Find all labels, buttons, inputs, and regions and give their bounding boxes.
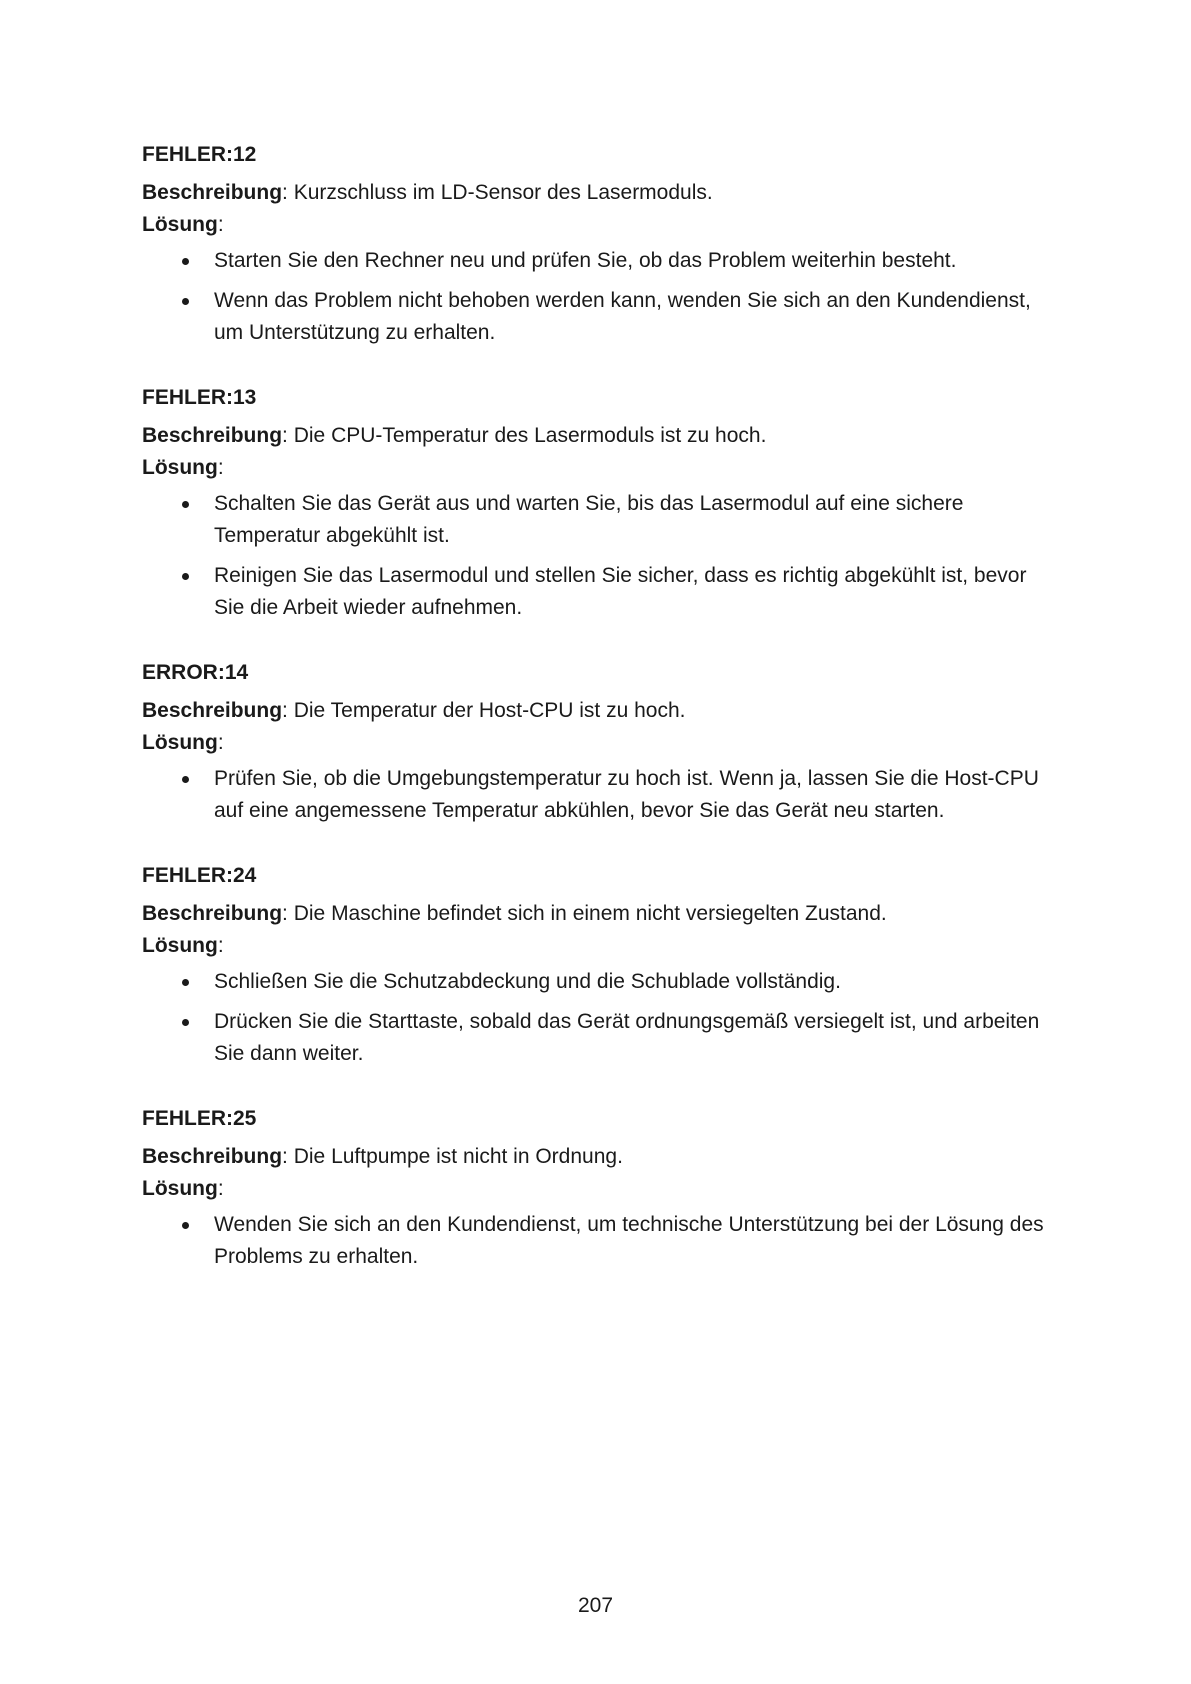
error-section	[142, 140, 1062, 349]
solution-step-text: Starten Sie den Rechner neu und prüfen Sie, ob das Problem weiterhin besteht.	[214, 249, 957, 272]
solution-step-text: Wenn das Problem nicht behoben werden kann, wenden Sie sich an den Kundendienst, um Unterstützung zu erhalten.	[214, 289, 1031, 344]
solution-label: Lösung	[142, 456, 218, 479]
bullet-icon	[182, 573, 189, 580]
solution-label: Lösung	[142, 1177, 218, 1200]
solution-list-item	[142, 1209, 1062, 1273]
description-text: Die Maschine befindet sich in einem nicht versiegelten Zustand.	[293, 902, 887, 925]
error-section	[142, 658, 1062, 827]
description-label: Beschreibung	[142, 902, 283, 925]
error-section	[142, 1104, 1062, 1273]
solution-separator: :	[217, 1177, 224, 1200]
bullet-icon	[182, 1222, 189, 1229]
description-separator: :	[282, 1145, 288, 1168]
solution-separator: :	[217, 213, 224, 236]
solution-list-item	[142, 966, 1062, 998]
bullet-icon	[182, 1019, 189, 1026]
solution-step-text: Wenden Sie sich an den Kundendienst, um technische Unterstützung bei der Lösung des Problems zu erhalten.	[214, 1213, 1044, 1268]
solution-line	[142, 930, 1062, 962]
solution-step-text: Schließen Sie die Schutzabdeckung und die Schublade vollständig.	[214, 970, 841, 993]
solution-list-item	[142, 763, 1062, 827]
description-text: Die CPU-Temperatur des Lasermoduls ist zu hoch.	[293, 424, 767, 447]
solution-list	[142, 966, 1062, 1070]
description-separator: :	[282, 699, 288, 722]
description-line	[142, 420, 1062, 452]
description-line	[142, 898, 1062, 930]
description-text: Die Temperatur der Host-CPU ist zu hoch.	[293, 699, 686, 722]
solution-separator: :	[217, 934, 224, 957]
solution-line	[142, 452, 1062, 484]
error-code-heading: ERROR:14	[142, 661, 249, 684]
solution-line	[142, 1173, 1062, 1205]
description-text: Kurzschluss im LD-Sensor des Lasermoduls.	[293, 181, 713, 204]
solution-list	[142, 245, 1062, 349]
bullet-icon	[182, 501, 189, 508]
description-label: Beschreibung	[142, 1145, 283, 1168]
solution-step-text: Prüfen Sie, ob die Umgebungstemperatur zu hoch ist. Wenn ja, lassen Sie die Host-CPU auf eine angemessene Temperatur abkühlen, bevor Sie das Gerät neu starten.	[214, 767, 1039, 822]
solution-separator: :	[217, 456, 224, 479]
description-line	[142, 695, 1062, 727]
description-line	[142, 1141, 1062, 1173]
bullet-icon	[182, 979, 189, 986]
error-code-heading: FEHLER:13	[142, 386, 257, 409]
error-code-heading: FEHLER:12	[142, 143, 257, 166]
solution-label: Lösung	[142, 213, 218, 236]
solution-separator: :	[217, 731, 224, 754]
error-code-heading: FEHLER:25	[142, 1107, 257, 1130]
description-separator: :	[282, 181, 288, 204]
solution-list-item	[142, 1006, 1062, 1070]
solution-list	[142, 488, 1062, 624]
error-code-heading: FEHLER:24	[142, 864, 257, 887]
description-label: Beschreibung	[142, 699, 283, 722]
solution-label: Lösung	[142, 934, 218, 957]
document-body	[142, 140, 1062, 1307]
description-line	[142, 177, 1062, 209]
error-section	[142, 383, 1062, 624]
description-text: Die Luftpumpe ist nicht in Ordnung.	[293, 1145, 623, 1168]
bullet-icon	[182, 298, 189, 305]
bullet-icon	[182, 258, 189, 265]
solution-list-item	[142, 245, 1062, 277]
solution-list-item	[142, 285, 1062, 349]
solution-list	[142, 1209, 1062, 1273]
solution-list-item	[142, 488, 1062, 552]
solution-step-text: Reinigen Sie das Lasermodul und stellen Sie sicher, dass es richtig abgekühlt ist, bevor Sie die Arbeit wieder aufnehmen.	[214, 564, 1027, 619]
page-number: 207	[577, 1594, 614, 1617]
description-separator: :	[282, 424, 288, 447]
solution-label: Lösung	[142, 731, 218, 754]
description-label: Beschreibung	[142, 181, 283, 204]
solution-list-item	[142, 560, 1062, 624]
solution-line	[142, 209, 1062, 241]
solution-line	[142, 727, 1062, 759]
description-separator: :	[282, 902, 288, 925]
solution-step-text: Schalten Sie das Gerät aus und warten Sie, bis das Lasermodul auf eine sichere Temperatur abgekühlt ist.	[214, 492, 964, 547]
error-section	[142, 861, 1062, 1070]
description-label: Beschreibung	[142, 424, 283, 447]
bullet-icon	[182, 776, 189, 783]
solution-step-text: Drücken Sie die Starttaste, sobald das Gerät ordnungsgemäß versiegelt ist, und arbeiten Sie dann weiter.	[214, 1010, 1040, 1065]
solution-list	[142, 763, 1062, 827]
